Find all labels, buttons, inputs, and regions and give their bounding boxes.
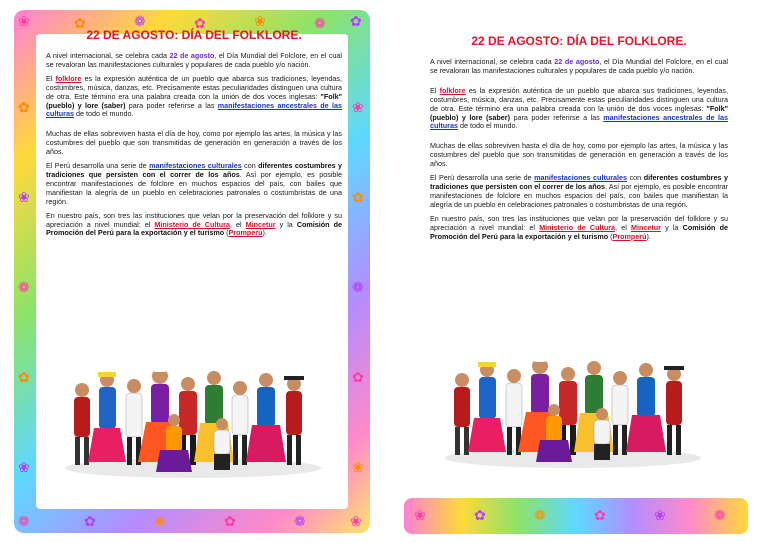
dancer-figure <box>506 369 522 455</box>
text-run: En nuestro país, son tres las instituciones que velan por la preservación del folklore y su apreciación a nivel mundial: el <box>46 210 342 229</box>
right-article <box>430 34 728 246</box>
keyword-mincetur: Mincetur <box>245 219 276 229</box>
flower-icon: ❁ <box>534 507 546 523</box>
dancer-figure <box>626 363 666 452</box>
text-run: . Así por ejemplo, es posible encontrar manifestaciones de folclore en muchos espacios del país, con bailes que manifiestan la alegría de un pueblo en celebraciones patronales o costumbristas de una región. <box>46 169 342 206</box>
dancer-figure <box>284 376 304 465</box>
link-cultural-manifestations[interactable]: manifestaciones culturales <box>534 173 628 183</box>
text-run: , el Día Mundial del Folclore, en el cual se revaloran las manifestaciones culturales y populares de cada pueblo y/o nación. <box>430 57 729 75</box>
keyword-ministerio: Ministerio de Cultura <box>154 219 230 229</box>
text-run: de todo el mundo. <box>73 109 134 119</box>
text-run: es la expresión auténtica de un pueblo que abarca sus tradiciones, leyendas, costumbres, música, danzas, etc. Precisamente estas peculiaridades distinguen una cultura de otra. Este término era una palabra creada con la unión de dos voces inglesas: <box>430 85 729 113</box>
dancer-figure <box>232 381 248 465</box>
text-run: para poder referirse a las <box>125 100 218 110</box>
paragraph-survival: Muchas de ellas sobreviven hasta el día de hoy, como por ejemplo las artes, la música y las costumbres del pueblo que son transmitidas de generación en generación a través de los años. <box>430 141 728 169</box>
dancer-figure <box>214 418 230 470</box>
dancer-figure <box>468 362 506 452</box>
text-run: A nivel internacional, se celebra cada <box>430 57 555 66</box>
dancers-illustration <box>62 350 324 480</box>
text-run: A nivel internacional, se celebra cada <box>46 51 170 60</box>
dancers-image <box>442 340 704 470</box>
dancer-figure <box>612 371 628 455</box>
dancer-figure <box>594 408 610 460</box>
keyword-promperu: Promperú <box>228 228 263 238</box>
text-run: es la expresión auténtica de un pueblo que abarca sus tradiciones, leyendas, costumbres, música, danzas, etc. Precisamente estas peculiaridades distinguen una cultura de otra. Este término era una palabra creada con la unión de dos voces inglesas: <box>46 73 343 101</box>
text-run: con <box>241 161 259 171</box>
text-run: con <box>627 173 644 183</box>
text-run: y la <box>275 219 297 229</box>
paragraph-intro <box>430 58 728 76</box>
link-ancestral-manifestations[interactable]: manifestaciones ancestrales de las culturas <box>430 112 728 131</box>
page-title: 22 DE AGOSTO: DÍA DEL FOLKLORE. <box>86 28 302 42</box>
text-run: , el <box>229 219 246 229</box>
paragraph-definition <box>46 75 342 120</box>
paragraph-peru <box>46 162 342 207</box>
bold-commission: Comisión de Promoción del Perú para la exportación y el turismo <box>46 219 342 238</box>
keyword-folklore: folklore <box>55 73 82 83</box>
paragraph-definition <box>430 87 728 132</box>
dancer-figure <box>246 373 286 462</box>
text-run: El <box>46 73 56 83</box>
paragraph-survival: Muchas de ellas sobreviven hasta el día de hoy, como por ejemplo las artes, la música y las costumbres del pueblo que son transmitidas de generación en generación a través de los años. <box>46 129 342 157</box>
date-highlight: 22 de agosto <box>169 51 215 60</box>
dancers-illustration <box>442 340 704 470</box>
flower-icon: ❁ <box>714 507 726 523</box>
flower-icon: ❀ <box>414 507 426 523</box>
text-run: . Así por ejemplo, es posible encontrar manifestaciones de folclore en muchos espacios del país, con bailes que manifiestan la alegría de un pueblo en celebraciones patronales o costumbristas de una región. <box>430 181 728 209</box>
flower-icon: ✿ <box>594 507 606 523</box>
bold-commission: Comisión de Promoción del Perú para la exportación y el turismo <box>430 222 728 241</box>
link-cultural-manifestations[interactable]: manifestaciones culturales <box>149 161 242 171</box>
text-run: de todo el mundo. <box>457 121 518 131</box>
bold-traditions: diferentes costumbres y tradiciones que persisten con el correr de los años <box>46 161 342 179</box>
keyword-folklore: folklore <box>439 85 466 95</box>
text-run: El Perú desarrolla una serie de <box>430 173 535 183</box>
text-run: ). <box>262 228 267 238</box>
flower-icon: ❀ <box>654 507 666 523</box>
dancer-figure <box>454 373 470 455</box>
text-run: En nuestro país, son tres las instituciones que velan por la preservación del folklore y su apreciación a nivel mundial: el <box>430 213 728 232</box>
flower-icon: ✿ <box>474 507 486 523</box>
left-article <box>46 28 342 243</box>
right-page <box>384 0 768 543</box>
dancer-figure <box>88 372 126 462</box>
paragraph-institutions <box>430 215 728 242</box>
link-ancestral-manifestations[interactable]: manifestaciones ancestrales de las culturas <box>46 100 342 119</box>
dancers-image <box>62 350 324 480</box>
text-run: ). <box>646 231 651 241</box>
dancer-figure <box>664 366 684 455</box>
text-run: para poder referirse a las <box>509 112 604 122</box>
paragraph-institutions <box>46 212 342 239</box>
text-run: ( <box>224 228 229 238</box>
text-run: El Perú desarrolla una serie de <box>46 161 150 171</box>
page-title: 22 DE AGOSTO: DÍA DEL FOLKLORE. <box>471 34 687 48</box>
keyword-mincetur: Mincetur <box>630 222 661 232</box>
bold-folk-lore: "Folk" (pueblo) y lore (saber) <box>430 103 728 122</box>
dancer-figure <box>74 383 90 465</box>
floral-bottom-strip <box>404 498 748 534</box>
keyword-promperu: Promperú <box>612 231 647 241</box>
text-run: El <box>430 85 440 95</box>
dancer-figure <box>126 379 142 465</box>
paragraph-intro <box>46 52 342 70</box>
text-run: ( <box>608 231 613 241</box>
text-run: y la <box>660 222 683 232</box>
text-run: , el <box>615 222 631 232</box>
bold-folk-lore: "Folk" (pueblo) y lore (saber) <box>46 91 342 110</box>
bold-traditions: diferentes costumbres y tradiciones que persisten con el correr de los años <box>430 173 729 191</box>
date-highlight: 22 de agosto <box>554 57 600 66</box>
text-run: , el Día Mundial del Folclore, en el cual se revaloran las manifestaciones culturales y populares de cada pueblo y/o nación. <box>46 51 343 69</box>
keyword-ministerio: Ministerio de Cultura <box>539 222 616 232</box>
flower-decorations: ❀ ✿ ❁ ✿ ❀ ❁ ✿ ✿ ❀ ❁ ✿ ❀ ❀ ✿ ❁ ✿ ❀ ❁ ✿ ❀ ✿ ❁ ❀ <box>18 13 364 529</box>
paragraph-peru <box>430 174 728 210</box>
